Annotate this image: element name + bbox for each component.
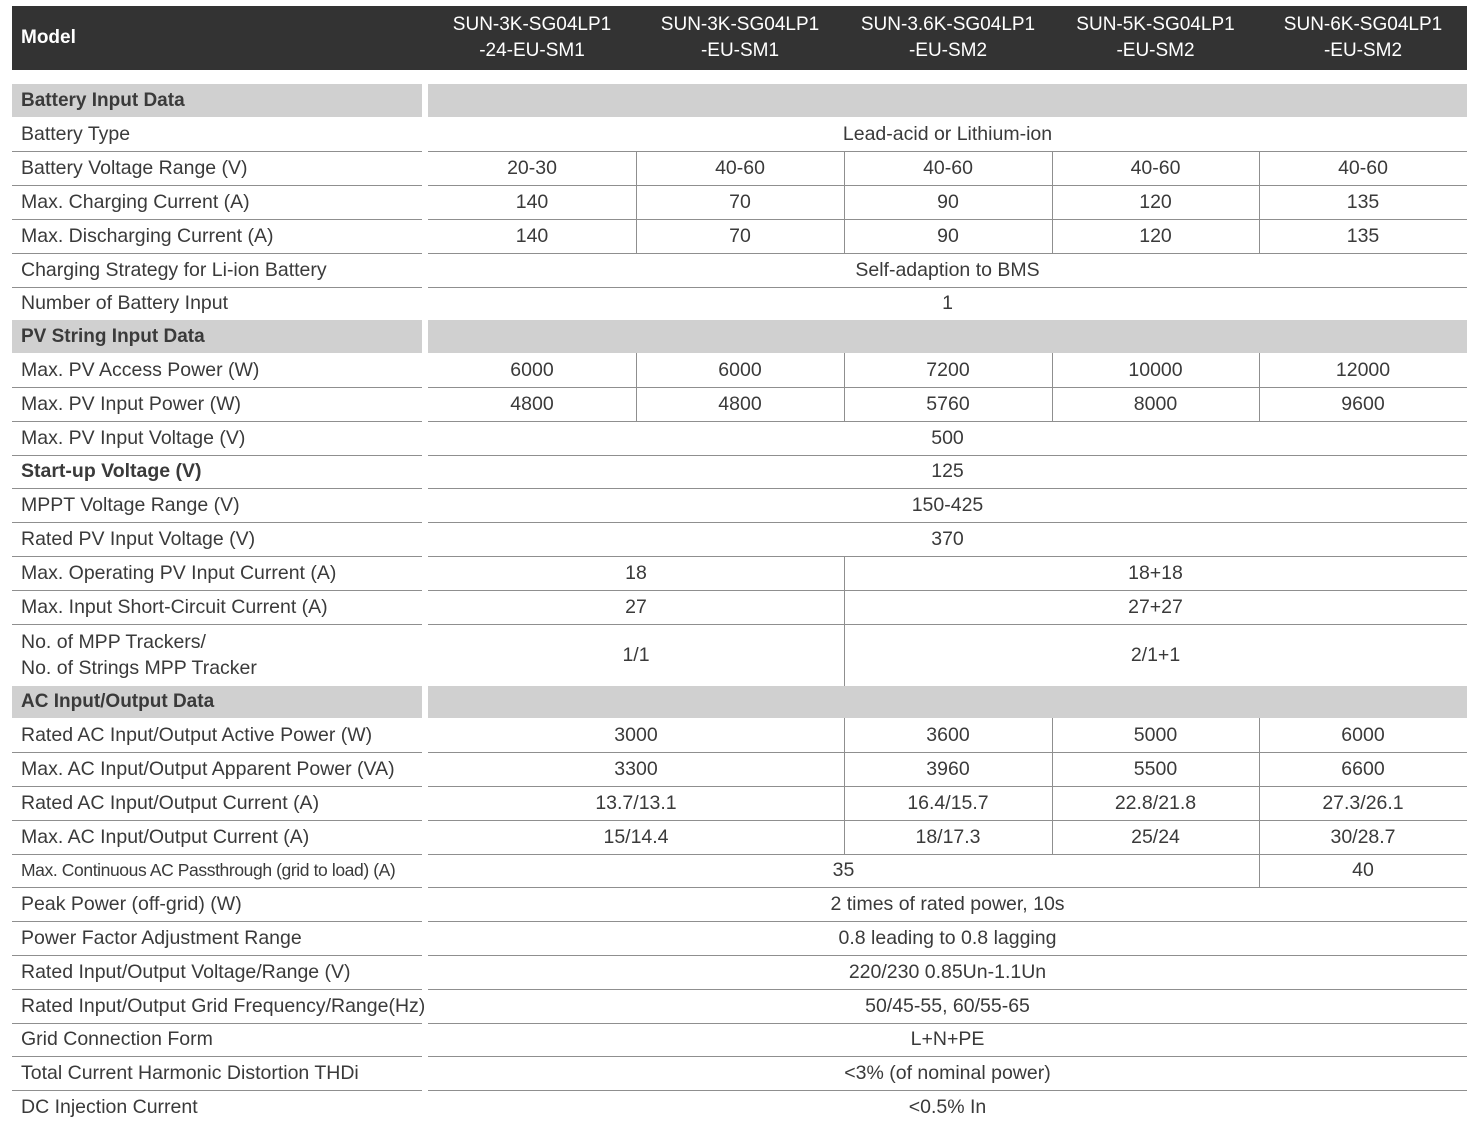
row-label: Battery Type <box>21 122 131 145</box>
spec-value: 140 <box>515 224 549 247</box>
spec-value: 40-60 <box>1130 156 1181 179</box>
model-column-header <box>636 6 844 70</box>
row-label: Rated AC Input/Output Current (A) <box>21 791 320 814</box>
row-label: MPPT Voltage Range (V) <box>21 493 240 516</box>
row-label: Number of Battery Input <box>21 292 229 314</box>
row-label: Charging Strategy for Li-ion Battery <box>21 258 327 281</box>
spec-value: 135 <box>1346 190 1380 213</box>
model-name-line1: SUN-3K-SG04LP1 <box>452 14 612 35</box>
spec-value: <0.5% In <box>908 1095 987 1118</box>
spec-value: 22.8/21.8 <box>1114 791 1197 814</box>
model-name-line2: -EU-SM2 <box>1116 40 1195 61</box>
row-label: Start-up Voltage (V) <box>21 460 202 482</box>
model-name-line1: SUN-3K-SG04LP1 <box>660 14 820 35</box>
spec-value: 6600 <box>1341 757 1385 780</box>
spec-value: 5500 <box>1133 757 1178 780</box>
section-bar-right <box>428 320 1467 353</box>
spec-value: 18+18 <box>1128 561 1183 584</box>
row-label <box>12 624 422 686</box>
row-label: Max. AC Input/Output Apparent Power (VA) <box>21 757 395 780</box>
spec-value: 2 times of rated power, 10s <box>830 892 1065 915</box>
spec-value: 120 <box>1139 224 1172 247</box>
spec-value: 4800 <box>718 392 762 415</box>
spec-value: 90 <box>937 190 959 213</box>
row-label: Rated AC Input/Output Active Power (W) <box>21 723 373 746</box>
spec-value: 40-60 <box>715 156 765 179</box>
row-label: Max. PV Input Power (W) <box>21 392 241 415</box>
row-label: Rated Input/Output Voltage/Range (V) <box>21 960 351 983</box>
model-column-header <box>1259 6 1467 70</box>
section-title: PV String Input Data <box>21 325 205 347</box>
row-label: Max. Charging Current (A) <box>21 190 250 213</box>
spec-value: 70 <box>729 190 751 213</box>
row-label: Max. PV Input Voltage (V) <box>21 426 246 449</box>
spec-value: L+N+PE <box>910 1028 985 1050</box>
spec-value: Lead-acid or Lithium-ion <box>842 122 1053 145</box>
spec-value: 2/1+1 <box>1130 643 1181 666</box>
spec-value: 10000 <box>1128 358 1183 381</box>
spec-value: 7200 <box>926 358 970 381</box>
spec-value: 120 <box>1139 190 1172 213</box>
spec-value: 40-60 <box>923 156 973 179</box>
spec-value: 1 <box>942 292 953 314</box>
spec-value: 1/1 <box>622 643 650 666</box>
model-name-line2: -EU-SM2 <box>1323 40 1403 61</box>
spec-value: 6000 <box>718 358 762 381</box>
spec-value: 140 <box>515 190 549 213</box>
section-title: AC Input/Output Data <box>21 691 215 712</box>
model-name-line1: SUN-5K-SG04LP1 <box>1076 14 1235 35</box>
spec-value: 3960 <box>926 757 970 780</box>
section-bar-right <box>428 686 1467 718</box>
model-column-header <box>428 6 636 70</box>
spec-value: 5000 <box>1133 723 1178 746</box>
spec-value: 25/24 <box>1131 825 1180 848</box>
row-label: Power Factor Adjustment Range <box>21 926 302 949</box>
spec-value: 3300 <box>614 757 658 780</box>
row-label: Total Current Harmonic Distortion THDi <box>21 1061 359 1084</box>
section-bar-right <box>428 84 1467 117</box>
row-label-line: No. of MPP Trackers/ <box>21 631 206 653</box>
spec-value: 135 <box>1346 224 1380 247</box>
model-name-line2: -EU-SM1 <box>700 40 780 61</box>
spec-value: 6000 <box>510 358 554 381</box>
spec-value: 90 <box>937 224 959 247</box>
spec-value: 27+27 <box>1128 595 1183 618</box>
row-label: Max. Discharging Current (A) <box>21 224 274 247</box>
row-label: Max. AC Input/Output Current (A) <box>21 825 310 848</box>
row-label: Battery Voltage Range (V) <box>21 156 248 179</box>
spec-value: 18/17.3 <box>915 825 981 848</box>
spec-value: 4800 <box>510 392 554 415</box>
spec-value: 15/14.4 <box>603 825 669 848</box>
spec-value: 18 <box>625 561 647 584</box>
row-label: Grid Connection Form <box>21 1028 213 1050</box>
model-name-line2: -EU-SM2 <box>908 40 988 61</box>
model-name-line1: SUN-3.6K-SG04LP1 <box>860 14 1036 35</box>
row-label: Max. Continuous AC Passthrough (grid to load) (A) <box>21 860 396 880</box>
row-label: Max. PV Access Power (W) <box>21 358 260 381</box>
spec-value: 0.8 leading to 0.8 lagging <box>838 926 1057 949</box>
spec-value: 12000 <box>1335 358 1391 381</box>
section-title: Battery Input Data <box>21 89 185 111</box>
spec-value: 35 <box>832 859 855 881</box>
spec-value: <3% (of nominal power) <box>844 1061 1051 1084</box>
spec-value: 220/230 0.85Un-1.1Un <box>848 960 1047 983</box>
row-label-line: No. of Strings MPP Tracker <box>21 657 257 679</box>
spec-value: 13.7/13.1 <box>595 791 677 814</box>
spec-value: 5760 <box>926 392 970 415</box>
model-column-header <box>844 6 1052 70</box>
spec-value: 125 <box>931 460 964 482</box>
spec-value: 27.3/26.1 <box>1322 791 1404 814</box>
spec-value: Self-adaption to BMS <box>855 258 1040 281</box>
spec-value: 27 <box>625 595 647 618</box>
spec-value: 370 <box>931 527 964 550</box>
spec-value: 3000 <box>614 723 658 746</box>
row-label: Rated Input/Output Grid Frequency/Range(Hz) <box>21 994 426 1017</box>
spec-value: 500 <box>931 426 964 449</box>
spec-value: 9600 <box>1341 392 1385 415</box>
spec-value: 3600 <box>926 723 970 746</box>
spec-value: 150-425 <box>911 493 984 516</box>
model-name-line2: -24-EU-SM1 <box>479 40 585 61</box>
spec-value: 40-60 <box>1338 156 1388 179</box>
row-label: Peak Power (off-grid) (W) <box>21 892 242 915</box>
model-column-header <box>1052 6 1259 70</box>
model-name-line1: SUN-6K-SG04LP1 <box>1283 14 1443 35</box>
spec-value: 50/45-55, 60/55-65 <box>865 994 1030 1017</box>
spec-value: 16.4/15.7 <box>907 791 989 814</box>
spec-value: 8000 <box>1133 392 1178 415</box>
row-label: Rated PV Input Voltage (V) <box>21 527 256 550</box>
model-header-label: Model <box>21 27 76 48</box>
spec-value: 6000 <box>1341 723 1385 746</box>
spec-value: 30/28.7 <box>1330 825 1396 848</box>
spec-value: 70 <box>729 224 751 247</box>
row-label: Max. Operating PV Input Current (A) <box>21 561 337 584</box>
spec-value: 20-30 <box>507 156 557 179</box>
spec-value: 40 <box>1352 859 1374 881</box>
row-label: DC Injection Current <box>21 1095 198 1118</box>
row-label: Max. Input Short-Circuit Current (A) <box>21 595 328 618</box>
